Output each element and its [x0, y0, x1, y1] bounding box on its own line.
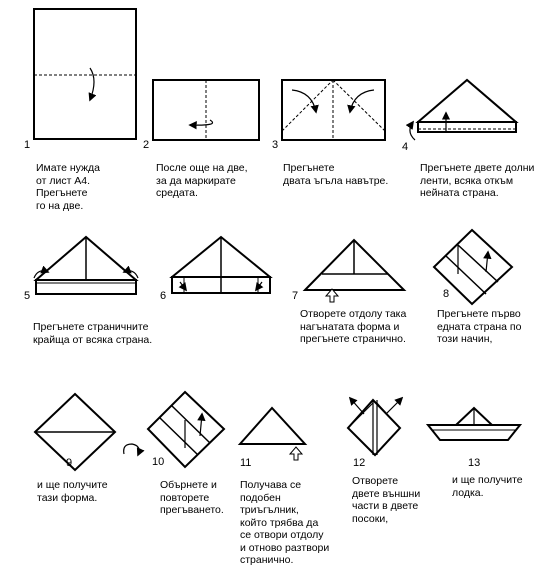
- step-13-number: 13: [468, 457, 481, 469]
- step-13-figure: [428, 408, 520, 440]
- step-5-number: 5: [24, 290, 31, 302]
- step-7-caption: [300, 308, 406, 346]
- caption-line: който трябва да: [240, 516, 319, 529]
- caption-line: двете външни: [352, 487, 421, 500]
- step-7-figure: [305, 240, 404, 302]
- step-8-number: 8: [443, 288, 450, 300]
- fold-arrow-icon: [90, 68, 94, 100]
- caption-line: повторете: [160, 491, 210, 504]
- caption-line: средата.: [156, 187, 198, 199]
- step-11-caption: [240, 479, 329, 567]
- pull-arrow-icon: [350, 398, 364, 414]
- caption-line: едната страна по: [437, 320, 522, 333]
- step-6-figure: [172, 237, 270, 293]
- caption-line: двата ъгъла навътре.: [283, 174, 389, 187]
- caption-line: После още на две,: [156, 162, 248, 174]
- step-10-caption: [160, 479, 224, 517]
- caption-line: се отвори отдолу: [240, 529, 324, 541]
- fold-arrow-icon: [180, 282, 186, 290]
- step-9-caption: [37, 479, 108, 504]
- caption-line: триъгълник,: [240, 504, 299, 516]
- step-11-number: 11: [240, 457, 252, 469]
- caption-line: Имате нужда: [36, 162, 100, 174]
- caption-line: Прегънете страничните: [33, 321, 149, 333]
- caption-line: Прегънете първо: [437, 308, 521, 320]
- step-7-number: 7: [292, 290, 299, 302]
- fold-arrow-icon: [256, 282, 262, 290]
- caption-line: нагънатата форма и: [300, 320, 400, 333]
- caption-line: нейната страна.: [420, 187, 499, 199]
- caption-line: прегънете странично.: [300, 333, 406, 345]
- fold-arrow-icon: [200, 414, 202, 436]
- step-1-number: 1: [24, 139, 31, 151]
- caption-line: прегъването.: [160, 504, 224, 516]
- caption-line: Получава се: [240, 479, 302, 491]
- step-6-number: 6: [160, 290, 167, 302]
- step-2-figure: [153, 80, 259, 140]
- turn-over-icon: [124, 444, 139, 455]
- caption-line: го на две.: [36, 199, 84, 212]
- caption-line: и отново разтвори: [240, 541, 330, 554]
- caption-line: странично.: [240, 554, 294, 566]
- step-4-number: 4: [402, 141, 409, 153]
- step-9-number: 9: [66, 457, 73, 469]
- step-10-figure: [124, 392, 224, 467]
- caption-line: Обърнете и: [160, 479, 217, 491]
- step-3-number: 3: [272, 139, 279, 151]
- caption-line: този начин,: [437, 333, 493, 345]
- step-3-caption: [283, 162, 388, 187]
- caption-line: крайща от всяка страна.: [33, 333, 153, 346]
- step-5-caption: [33, 321, 152, 346]
- caption-line: Прегънете: [283, 162, 335, 174]
- step-4-caption: [420, 162, 534, 200]
- step-11-figure: [240, 408, 305, 460]
- pull-arrow-icon: [386, 398, 402, 414]
- caption-line: и ще получите: [452, 474, 523, 486]
- open-arrow-icon: [290, 447, 302, 460]
- caption-line: подобен: [240, 491, 281, 504]
- caption-line: Отворете отдолу така: [300, 308, 407, 320]
- step-8-caption: [437, 308, 521, 346]
- step-12-figure: [348, 398, 402, 455]
- step-2-number: 2: [143, 139, 150, 151]
- caption-line: от лист А4.: [36, 174, 91, 187]
- caption-line: лодка.: [452, 486, 484, 499]
- fold-arrow-icon: [410, 122, 415, 140]
- caption-line: Отворете: [352, 475, 399, 487]
- step-5-figure: [34, 237, 138, 294]
- caption-line: и ще получите: [37, 479, 108, 491]
- step-12-caption: [352, 475, 420, 525]
- step-9-figure: [35, 394, 115, 470]
- caption-line: тази форма.: [37, 491, 98, 504]
- caption-line: посоки,: [352, 512, 389, 525]
- caption-line: Прегънете: [36, 187, 88, 199]
- step-13-caption: [452, 474, 523, 499]
- fold-arrow-icon: [486, 252, 488, 272]
- step-2-caption: [156, 162, 248, 200]
- caption-line: части в двете: [352, 500, 419, 512]
- step-12-number: 12: [353, 457, 366, 469]
- step-1-caption: [36, 162, 100, 212]
- fold-arrow-icon: [190, 120, 213, 125]
- caption-line: за да маркирате: [156, 174, 236, 187]
- step-4-figure: [410, 80, 516, 140]
- caption-line: Прегънете двете долни: [420, 162, 535, 174]
- step-10-number: 10: [152, 456, 165, 468]
- step-1-figure: [34, 9, 136, 139]
- caption-line: ленти, всяка откъм: [420, 174, 514, 187]
- step-3-figure: [282, 80, 385, 140]
